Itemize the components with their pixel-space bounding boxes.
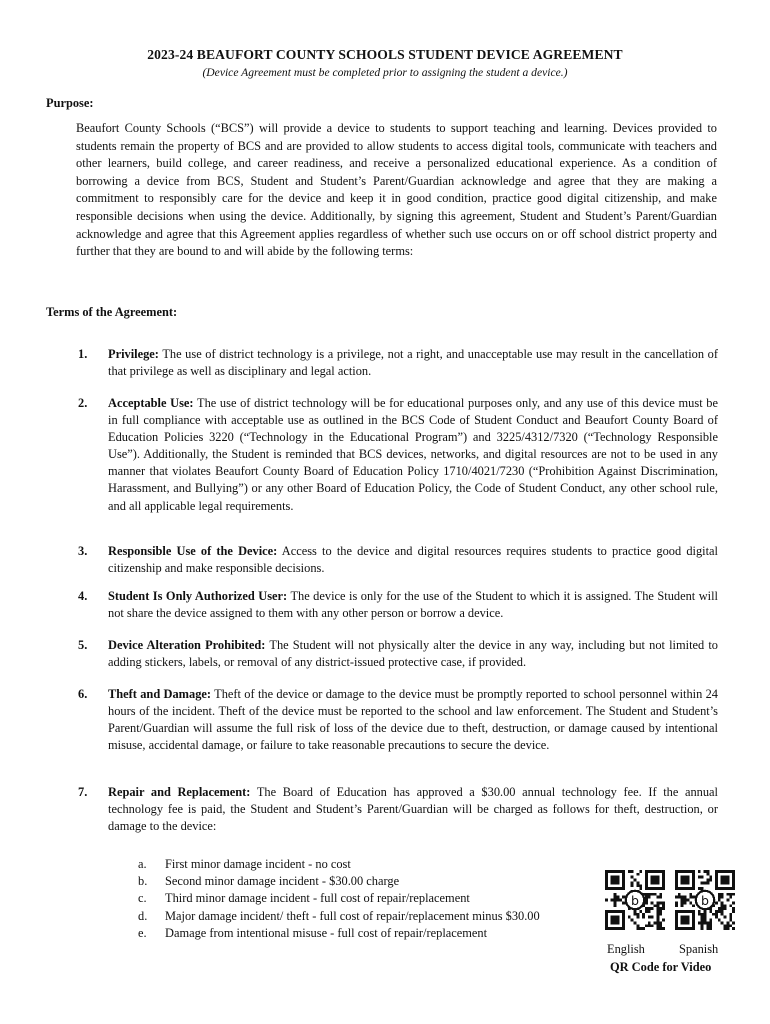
term-label: Responsible Use of the Device: (108, 544, 278, 558)
term-text: The Board of Education has approved a $30.00 annual technology fee. If the annual technology fee is paid, the Student and Student’s Parent/Guardian will be charged as follows for theft, destruction, or damage to the device: (108, 785, 718, 834)
term-text: Access to the device and digital resources requires students to practice good digital citizenship and make responsible decisions. (108, 544, 718, 576)
term-item (78, 784, 718, 835)
term-label: Device Alteration Prohibited: (108, 638, 266, 652)
list-item-letter: d. (138, 908, 148, 923)
list-item-text: Second minor damage incident - $30.00 charge (165, 874, 400, 889)
list-item-letter: b. (138, 874, 148, 889)
term-label: Student Is Only Authorized User: (108, 589, 288, 603)
document-subtitle: (Device Agreement must be completed prior to assigning the student a device.) (202, 66, 568, 79)
term-number: 5. (78, 638, 88, 652)
term-number: 2. (78, 396, 88, 410)
term-text: The use of district technology will be for educational purposes only, and any use of this device must be in full compliance with acceptable use as outlined in the BCS Code of Student Conduct and Beaufort County Board of Education Policies 3220 (“Technology in the Educational Program”) and 3225/4312/7320 (“Technology Responsible Use”). Additionally, the Student is reminded that BCS devices, networks, and digital resources are not to be used in any manner that violates Beaufort County Board of Education Policy 1710/4021/7230 (“Prohibition Against Discrimination, Harassment, and Bullying”) or any other Board of Education Policy, the Code of Student Conduct, any other school rule, and all applicable legal requirements. (108, 396, 718, 513)
document-title: 2023-24 BEAUFORT COUNTY SCHOOLS STUDENT DEVICE AGREEMENT (147, 47, 623, 62)
term-number: 7. (78, 785, 88, 799)
term-label: Repair and Replacement: (108, 785, 251, 799)
list-item (138, 925, 598, 942)
term-label: Theft and Damage: (108, 687, 212, 701)
purpose-heading: Purpose: (46, 96, 94, 110)
list-item (138, 908, 598, 925)
term-item (78, 686, 718, 754)
term-item (78, 346, 718, 380)
list-item-text: Damage from intentional misuse - full cost of repair/replacement (165, 925, 488, 940)
list-item-letter: e. (138, 925, 147, 940)
qr-code-section (600, 870, 750, 980)
list-item-letter: a. (138, 857, 147, 871)
qr-code-english[interactable] (605, 870, 665, 930)
terms-heading: Terms of the Agreement: (46, 305, 178, 319)
term-item (78, 637, 718, 671)
list-item-text: Major damage incident/ theft - full cost of repair/replacement minus $30.00 (165, 908, 540, 923)
term-number: 6. (78, 687, 88, 701)
qr-label-spanish: Spanish (679, 942, 719, 956)
svg-text:b: b (701, 892, 709, 908)
qr-label-english: English (607, 942, 645, 956)
purpose-paragraph: Beaufort County Schools (“BCS”) will provide a device to students to support teaching and learning. Devices provided to students remain the property of BCS and are provided to allow students to access digital tools, communicate with teachers and other learners, build college, and career readiness, and receive a personalized educational experience. As a condition of borrowing a device from BCS, Student and Student’s Parent/Guardian acknowledge and agree that they are making a commitment to responsibly care for the device and keep it in good condition, practice good digital citizenship, and make responsible decisions when using the device. Additionally, by signing this agreement, Student and Student’s Parent/Guardian acknowledge and agree that this Agreement applies regardless of whether such use occurs on or off school district property and further that they are bound to and will abide by the following terms: (76, 121, 717, 259)
term-item (78, 543, 718, 577)
svg-text:b: b (631, 892, 639, 908)
list-item-text: First minor damage incident - no cost (165, 857, 351, 871)
list-item (138, 890, 598, 907)
qr-code-spanish[interactable] (675, 870, 735, 930)
term-text: The use of district technology is a privilege, not a right, and unacceptable use may result in the cancellation of that privilege as well as disciplinary and legal action. (108, 347, 719, 379)
term-text: Theft of the device or damage to the device must be promptly reported to school personnel within 24 hours of the incident. Theft of the device must be reported to the school and law enforcement. The Student and Student’s Parent/Guardian will assume the full risk of loss of the device due to theft, destruction, or damage caused by intentional misuse, accidental damage, or failure to take reasonable precautions to secure the device. (108, 687, 719, 753)
qr-caption: QR Code for Video (610, 960, 712, 974)
term-number: 3. (78, 544, 88, 558)
list-item (138, 856, 598, 873)
list-item-text: Third minor damage incident - full cost of repair/replacement (165, 891, 470, 906)
term-item (78, 395, 718, 515)
term-text: The Student will not physically alter the device in any way, including but not limited to adding stickers, labels, or removal of any district-issued protective case, if provided. (108, 638, 719, 670)
list-item (138, 873, 598, 890)
term-number: 1. (78, 347, 88, 361)
term-number: 4. (78, 589, 88, 603)
repair-cost-list (138, 856, 598, 942)
list-item-letter: c. (138, 891, 147, 906)
term-item (78, 588, 718, 622)
term-label: Privilege: (108, 347, 159, 361)
term-label: Acceptable Use: (108, 396, 194, 410)
term-text: The device is only for the use of the Student to which it is assigned. The Student will not share the device assigned to them with any other person or borrow a device. (108, 589, 718, 621)
